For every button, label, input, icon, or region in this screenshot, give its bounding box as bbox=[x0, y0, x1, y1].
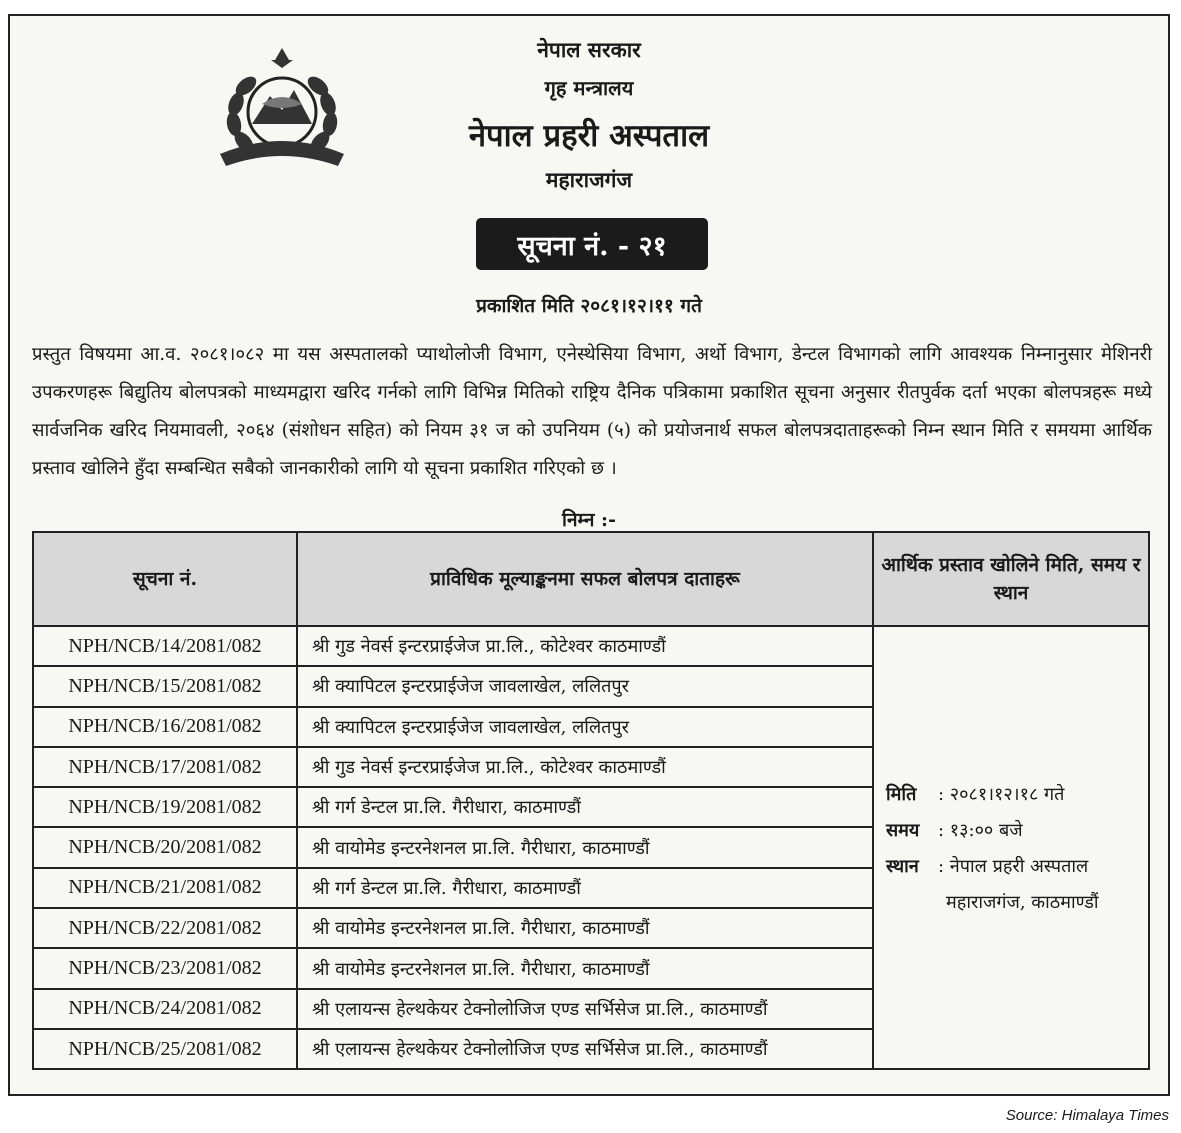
bidders-table bbox=[32, 531, 1150, 1070]
row-bidder-name: श्री वायोमेड इन्टरनेशनल प्रा.लि. गैरीधारा, काठमाण्डौं bbox=[297, 827, 873, 867]
hospital-location: महाराजगंज bbox=[545, 167, 633, 192]
row-bidder-name: श्री गर्ग डेन्टल प्रा.लि. गैरीधारा, काठमाण्डौं bbox=[297, 868, 873, 908]
header-notice-no: सूचना नं. bbox=[33, 532, 297, 626]
row-bidder-name: श्री एलायन्स हेल्थकेयर टेक्नोलोजिज एण्ड सर्भिसेज प्रा.लि., काठमाण्डौं bbox=[297, 989, 873, 1029]
published-date: प्रकाशित मिति २०८१।१२।११ गते bbox=[476, 295, 702, 317]
opening-details-cell bbox=[873, 626, 1149, 1069]
opening-time-value: : १३:०० बजे bbox=[938, 820, 1023, 841]
header-bidders: प्राविधिक मूल्याङ्कनमा सफल बोलपत्र दाताहरू bbox=[297, 532, 873, 626]
row-notice-code: NPH/NCB/24/2081/082 bbox=[33, 989, 297, 1029]
opening-time-label: समय bbox=[886, 820, 920, 841]
notice-body-text: प्रस्तुत विषयमा आ.व. २०८१।०८२ मा यस अस्पतालको प्याथोलोजी विभाग, एनेस्थेसिया विभाग, अर्थो विभाग, डेन्टल विभागको लागि आवश्यक निम्नानुसार मेशिनरी उपकरणहरू बिद्युतिय बोलपत्रको माध्यमद्वारा खरिद गर्नको लागि विभिन्न मितिको राष्ट्रिय दैनिक पत्रिकामा प्रकाशित सूचना अनुसार रीतपुर्वक दर्ता भएका बोलपत्रहरू मध्ये सार्वजनिक खरिद नियमावली, २०६४ (संशोधन सहित) को नियम ३१ ज को उपनियम (५) को प्रयोजनार्थ सफल बोलपत्रदाताहरूको निम्न स्थान मिति र समयमा आर्थिक प्रस्ताव खोलिने हुँदा सम्बन्धित सबैको जानकारीको लागि यो सूचना प्रकाशित गरिएको छ । bbox=[32, 344, 1152, 479]
row-notice-code: NPH/NCB/20/2081/082 bbox=[33, 827, 297, 867]
header-opening-details: आर्थिक प्रस्ताव खोलिने मिति, समय र स्थान bbox=[873, 532, 1149, 626]
government-name: नेपाल सरकार bbox=[537, 37, 641, 62]
opening-place-label: स्थान bbox=[886, 856, 919, 877]
row-bidder-name: श्री एलायन्स हेल्थकेयर टेक्नोलोजिज एण्ड सर्भिसेज प्रा.लि., काठमाण्डौं bbox=[297, 1029, 873, 1069]
opening-place-value: : नेपाल प्रहरी अस्पताल bbox=[938, 856, 1089, 877]
row-notice-code: NPH/NCB/19/2081/082 bbox=[33, 787, 297, 827]
notice-number-badge: सूचना नं. - २१ bbox=[476, 218, 708, 270]
row-notice-code: NPH/NCB/25/2081/082 bbox=[33, 1029, 297, 1069]
opening-date-label: मिति bbox=[886, 784, 917, 805]
row-bidder-name: श्री गुड नेवर्स इन्टरप्राईजेज प्रा.लि., कोटेश्वर काठमाण्डौं bbox=[297, 747, 873, 787]
ministry-name: गृह मन्त्रालय bbox=[544, 76, 634, 100]
row-notice-code: NPH/NCB/21/2081/082 bbox=[33, 868, 297, 908]
row-notice-code: NPH/NCB/17/2081/082 bbox=[33, 747, 297, 787]
notice-document bbox=[8, 14, 1170, 1096]
row-notice-code: NPH/NCB/14/2081/082 bbox=[33, 626, 297, 666]
section-label: निम्न :- bbox=[562, 509, 616, 531]
row-bidder-name: श्री गर्ग डेन्टल प्रा.लि. गैरीधारा, काठमाण्डौं bbox=[297, 787, 873, 827]
table-header-row bbox=[33, 532, 1149, 626]
table-row bbox=[33, 626, 1149, 666]
opening-date-value: : २०८१।१२।१८ गते bbox=[938, 784, 1065, 805]
row-bidder-name: श्री क्यापिटल इन्टरप्राईजेज जावलाखेल, ललितपुर bbox=[297, 666, 873, 706]
row-bidder-name: श्री वायोमेड इन्टरनेशनल प्रा.लि. गैरीधारा, काठमाण्डौं bbox=[297, 948, 873, 988]
row-notice-code: NPH/NCB/23/2081/082 bbox=[33, 948, 297, 988]
row-bidder-name: श्री क्यापिटल इन्टरप्राईजेज जावलाखेल, ललितपुर bbox=[297, 707, 873, 747]
row-notice-code: NPH/NCB/22/2081/082 bbox=[33, 908, 297, 948]
row-notice-code: NPH/NCB/16/2081/082 bbox=[33, 707, 297, 747]
row-notice-code: NPH/NCB/15/2081/082 bbox=[33, 666, 297, 706]
hospital-name: नेपाल प्रहरी अस्पताल bbox=[468, 118, 710, 154]
row-bidder-name: श्री गुड नेवर्स इन्टरप्राईजेज प्रा.लि., कोटेश्वर काठमाण्डौं bbox=[297, 626, 873, 666]
row-bidder-name: श्री वायोमेड इन्टरनेशनल प्रा.लि. गैरीधारा, काठमाण्डौं bbox=[297, 908, 873, 948]
source-credit: Source: Himalaya Times bbox=[1005, 1107, 1169, 1124]
opening-place-value-cont: महाराजगंज, काठमाण्डौं bbox=[946, 892, 1099, 913]
